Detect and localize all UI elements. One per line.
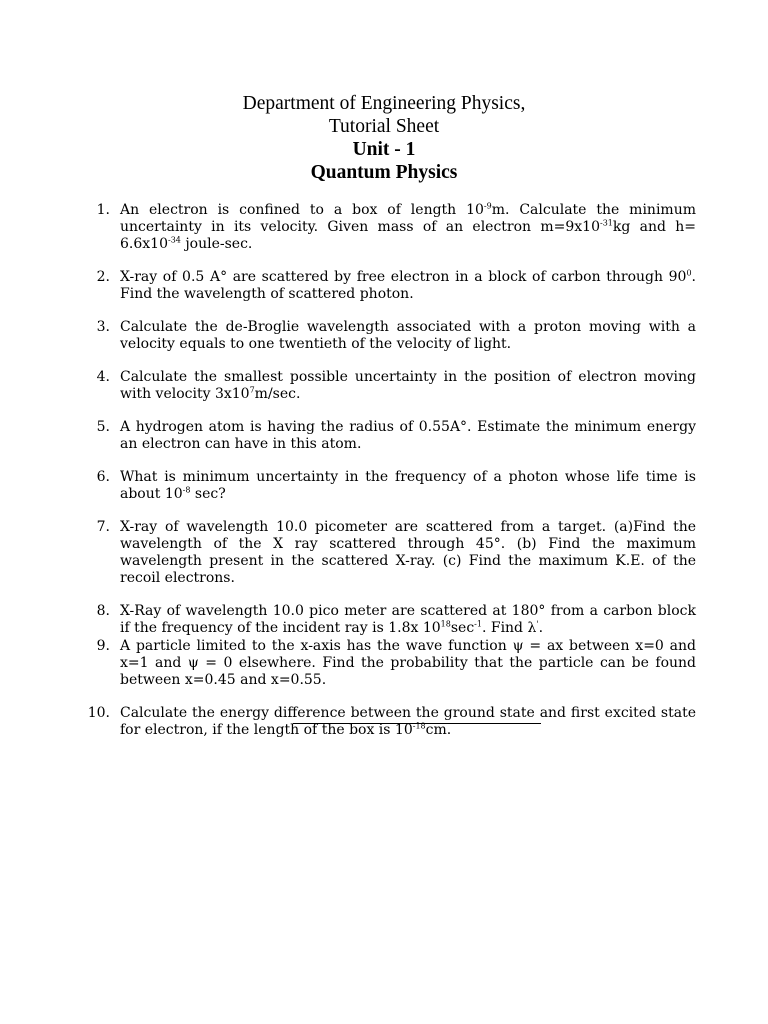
question-number: 6. (96, 469, 110, 485)
question-number: 2. (96, 269, 110, 285)
text-run: Calculate the smallest possible uncertainty in the position of electron moving with velocity 3x10 (120, 369, 696, 402)
text-run: A particle limited to the x-axis has the wave function ψ = ax between x=0 and x=1 and ψ = 0 elsewhere. Find the probability that the particle can be found between x=0.45 and x=0.55. (120, 638, 696, 688)
question-text (120, 705, 696, 738)
superscript: -31 (599, 218, 613, 228)
end-divider (293, 723, 541, 724)
question-number: 4. (96, 369, 110, 385)
department-line: Department of Engineering Physics, (242, 93, 526, 114)
question-item (88, 519, 696, 587)
text-run: X-Ray of wavelength 10.0 pico meter are scattered at 180° from a carbon block if the frequency of the incident ray is 1.8x 10 (120, 603, 696, 636)
superscript: -18 (412, 721, 426, 731)
question-item (88, 705, 696, 739)
question-text (120, 269, 696, 302)
text-run: A hydrogen atom is having the radius of 0.55A°. Estimate the minimum energy an electron can have in this atom. (120, 419, 696, 452)
text-run: X-ray of wavelength 10.0 picometer are scattered from a target. (a)Find the wavelength of the X ray scattered through 45°. (b) Find the maximum wavelength present in the scattered X-ray. (c) Find the maximum K.E. of the recoil electrons. (120, 519, 696, 586)
superscript: -8 (182, 485, 191, 495)
question-text (120, 369, 696, 402)
question-number: 10. (87, 705, 110, 721)
text-run: . Find the wavelength of scattered photon. (120, 269, 696, 302)
question-text (120, 469, 696, 502)
question-list (88, 202, 696, 755)
question-number: 9. (96, 638, 110, 654)
question-text (120, 638, 696, 688)
text-run: m/sec. (254, 386, 301, 402)
superscript: -9 (483, 201, 492, 211)
question-item (88, 369, 696, 403)
text-run: X-ray of 0.5 A° are scattered by free electron in a block of carbon through 90 (120, 269, 687, 285)
question-number: 3. (96, 319, 110, 335)
question-number: 8. (96, 603, 110, 619)
question-number: 7. (96, 519, 110, 535)
subject-heading: Quantum Physics (310, 162, 458, 183)
text-run: Calculate the de-Broglie wavelength associated with a proton moving with a velocity equals to one twentieth of the velocity of light. (120, 319, 696, 352)
question-item (88, 469, 696, 503)
text-run: An electron is confined to a box of length 10 (120, 202, 484, 218)
question-item (88, 638, 696, 689)
question-item (88, 202, 696, 253)
unit-heading: Unit - 1 (352, 139, 416, 160)
text-run: joule-sec. (180, 236, 253, 252)
text-run: sec? (190, 486, 226, 502)
question-number: 1. (96, 202, 110, 218)
question-text (120, 319, 696, 352)
question-item (88, 269, 696, 303)
sheet-title: Tutorial Sheet (328, 116, 440, 137)
question-text (120, 419, 696, 452)
text-run: sec (450, 620, 475, 636)
text-run: kg and h= 6.6x10 (120, 219, 696, 252)
superscript: 18 (440, 619, 451, 629)
question-text (120, 603, 696, 636)
document-header (0, 92, 768, 184)
text-run: What is minimum uncertainty in the frequency of a photon whose life time is about 10 (120, 469, 696, 502)
question-item (88, 603, 696, 637)
question-text (120, 519, 696, 586)
question-item (88, 419, 696, 453)
text-run: cm. (425, 722, 452, 738)
superscript: 7 (249, 385, 255, 395)
text-run: . (538, 620, 544, 636)
text-run: Calculate the energy difference between the ground state and first excited state for electron, if the length of the box is 10 (120, 705, 696, 738)
question-text (120, 202, 696, 252)
superscript: -34 (167, 235, 181, 245)
text-run: . Find λ (481, 620, 537, 636)
question-number: 5. (96, 419, 110, 435)
question-item (88, 319, 696, 353)
superscript: -1 (474, 619, 482, 629)
text-run: m. Calculate the minimum uncertainty in its velocity. Given mass of an electron m=9x10 (120, 202, 696, 235)
superscript: ' (536, 619, 539, 629)
superscript: 0 (686, 268, 692, 278)
